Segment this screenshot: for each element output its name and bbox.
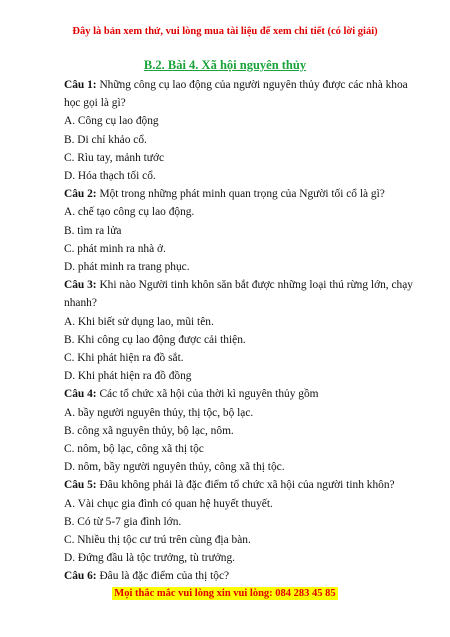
answer-option: A. Công cụ lao động (64, 115, 159, 128)
question-6 (64, 567, 414, 585)
question-label: Câu 3: (64, 279, 97, 292)
question-text: Đâu là đặc điểm của thị tộc? (96, 570, 230, 583)
question-label: Câu 2: (64, 188, 97, 201)
answer-option: B. Di chỉ khảo cổ. (64, 133, 147, 146)
answer-option: D. Đứng đầu là tộc trưởng, tù trưởng. (64, 552, 236, 565)
answer-option: B. Khi công cụ lao động được cải thiện. (64, 333, 246, 346)
answer-option: D. Hóa thạch tối cổ. (64, 170, 156, 183)
answer-option: D. phát minh ra trang phục. (64, 261, 190, 274)
answer-option: C. Nhiều thị tộc cư trú trên cùng địa bàn. (64, 534, 251, 547)
answer-option: A. Khi biết sử dụng lao, mũi tên. (64, 315, 214, 328)
contact-text: Mọi thắc mắc vui lòng xin vui lòng: 084 283 45 85 (114, 588, 336, 599)
answer-option: D. nôm, bầy người nguyên thủy, công xã thị tộc. (64, 461, 285, 474)
question-list (64, 76, 414, 586)
question-5 (64, 476, 414, 494)
contact-footer (0, 588, 450, 599)
question-2 (64, 185, 414, 203)
answer-option: B. công xã nguyên thủy, bộ lạc, nôm. (64, 424, 234, 437)
answer-option: C. Khi phát hiện ra đồ sắt. (64, 352, 184, 365)
question-label: Câu 6: (64, 570, 97, 583)
answer-option: A. Vài chục gia đình có quan hệ huyết thuyết. (64, 497, 273, 510)
question-label: Câu 4: (64, 388, 97, 401)
answer-option: A. chế tạo công cụ lao động. (64, 206, 195, 219)
lesson-title: B.2. Bài 4. Xã hội nguyên thủy (143, 58, 307, 72)
answer-option: B. tìm ra lửa (64, 224, 122, 237)
question-label: Câu 5: (64, 479, 97, 492)
preview-notice: Đây là bản xem thử, vui lòng mua tài liệu để xem chi tiết (có lời giải) (72, 26, 378, 37)
answer-option: B. Có từ 5-7 gia đình lớn. (64, 515, 182, 528)
question-1 (64, 76, 414, 112)
answer-option: C. nôm, bộ lạc, công xã thị tộc (64, 443, 204, 456)
question-text: Đâu không phải là đặc điểm tổ chức xã hội của người tinh khôn? (96, 479, 395, 492)
question-3 (64, 276, 414, 312)
answer-option: A. bầy người nguyên thủy, thị tộc, bộ lạc. (64, 406, 254, 419)
question-text: Khi nào Người tinh khôn săn bắt được những loại thú rừng lớn, chạy nhanh? (64, 279, 414, 310)
question-text: Những công cụ lao động của người nguyên thủy được các nhà khoa học gọi là gì? (64, 79, 408, 110)
question-label: Câu 1: (64, 79, 97, 91)
answer-option: D. Khi phát hiện ra đồ đồng (64, 370, 192, 383)
answer-option: C. phát minh ra nhà ở. (64, 242, 166, 255)
question-text: Các tổ chức xã hội của thời kì nguyên thủy gồm (96, 388, 319, 401)
answer-option: C. Rìu tay, mảnh tước (64, 151, 165, 164)
question-text: Một trong những phát minh quan trọng của Người tối cổ là gì? (96, 188, 385, 201)
question-4 (64, 385, 414, 403)
